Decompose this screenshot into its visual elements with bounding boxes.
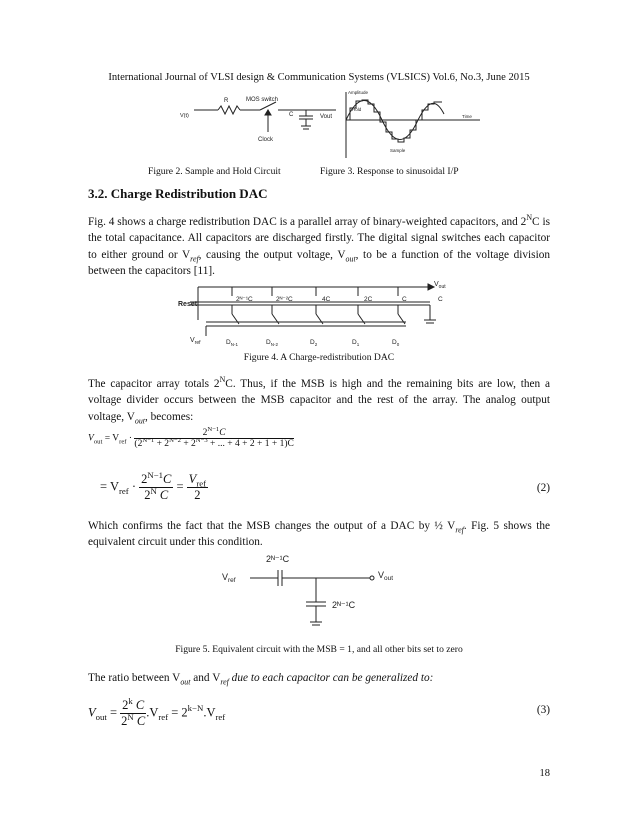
paragraph-1: Fig. 4 shows a charge redistribution DAC is a parallel array of binary-weighted capacitors, and $2^NC$ is the total capacitance. All capacitors are discharged firstly. The digital signal switches each capacitor to either ground or $V_{ref}$, causing the output voltage, $V_{out}$, to be a function of the voltage division between the capacitors [11]. xyxy=(88,213,551,277)
fig2-clock-label: Clock xyxy=(258,137,274,143)
fig2-r-label: R xyxy=(224,98,229,104)
figure-2-3-diagram xyxy=(180,88,480,166)
fig2-mos-label: MOS switch xyxy=(246,97,279,103)
equation-1: $V_{out} = V_{ref}$ · $\frac{2^{N-1}C}{(2^{N-1} + 2^{N-2} + 2^{N-3} + ... + 4 + 2 + 1 + 1)C}$ xyxy=(88,425,294,449)
equation-1-fraction: $\frac{2^{N-1}C}{(2^{N-1} + 2^{N-2} + 2^{N-3} + ... + 4 + 2 + 1 + 1)C}$ xyxy=(134,425,294,449)
fig3-hold-label: Hold xyxy=(352,107,362,112)
fig4-cap-4c: 4C xyxy=(322,296,331,303)
fig4-d-1: $D_1$ xyxy=(352,339,360,347)
section-title: 3.2. Charge Redistribution DAC xyxy=(88,186,268,201)
fig4-vout-label: $V_{out}$ xyxy=(434,281,446,290)
fig2-vin-label: V(t) xyxy=(180,113,189,119)
fig3-time-label: Time xyxy=(462,114,472,119)
fig4-cap-c1: C xyxy=(402,296,407,303)
page-number: 18 xyxy=(539,768,550,779)
paragraph-4: The ratio between $V_{out}$ and $V_{ref}$ due to each capacitor can be generalized to: xyxy=(88,672,434,687)
equation-3-number: (3) xyxy=(536,704,550,716)
paragraph-2: The capacitor array totals $2^NC$. Thus, if the MSB is high and the remaining bits are low, then a voltage divider occurs between the MSB capacitor and the rest of the array. The analog output voltage, $V_{out}$, becomes: xyxy=(88,375,551,425)
equation-3: $V_{out}$ = $\frac{2^k C}{2^N C}$ $.V_{ref} = 2^{k-N}.V_{ref}$ xyxy=(88,695,226,728)
fig5-vref-label: $V_{ref}$ xyxy=(222,572,236,584)
fig4-cap-2c: 2C xyxy=(364,296,373,303)
fig4-d-2: $D_2$ xyxy=(310,339,318,347)
figure-4-dac-diagram xyxy=(176,280,464,350)
fig4-cap-c0: C xyxy=(438,296,443,303)
sample-hold-circuit xyxy=(194,102,336,132)
fig4-d-n1: $D_{N-1}$ xyxy=(226,339,238,347)
equation-2-number: (2) xyxy=(536,482,550,494)
fig5-top-cap-label: 2ᴺ⁻¹C xyxy=(266,554,290,564)
fig4-reset-label: Reset xyxy=(178,301,198,308)
sine-response-plot xyxy=(346,92,480,158)
figure-5-caption: Figure 5. Equivalent circuit with the MSB = 1, and all other bits set to zero xyxy=(175,644,463,655)
equation-2: = $V_{ref}$ · $\frac{2^{N-1}C}{2^N C}$ = $\frac{V_{ref}}{2}$ xyxy=(100,469,207,502)
figure-5-equivalent-circuit xyxy=(220,550,420,636)
figure-2-caption: Figure 2. Sample and Hold Circuit xyxy=(148,166,281,177)
fig5-bot-cap-label: 2ᴺ⁻¹C xyxy=(332,600,356,610)
fig4-d-0: $D_0$ xyxy=(392,339,400,347)
fig5-vout-label: $V_{out}$ xyxy=(378,570,394,582)
figure-3-caption: Figure 3. Response to sinusoidal I/P xyxy=(320,166,459,177)
fig2-c-label: C xyxy=(289,112,294,118)
fig4-vref-label: $V_{ref}$ xyxy=(190,337,201,346)
fig3-sample-label: Sample xyxy=(390,148,406,153)
journal-header: International Journal of VLSI design & Communication Systems (VLSICS) Vol.6, No.3, June 2015 xyxy=(108,72,530,83)
fig3-amp-label: Amplitude xyxy=(348,90,369,95)
fig2-vout-label: Vout xyxy=(320,114,333,120)
figure-4-caption: Figure 4. A Charge-redistribution DAC xyxy=(243,352,395,363)
fig4-cap-msb-1: 2ᴺ⁻²C xyxy=(276,296,293,303)
fig4-cap-msb: 2ᴺ⁻¹C xyxy=(236,296,253,303)
fig4-d-n2: $D_{N-2}$ xyxy=(266,339,278,347)
paragraph-3: Which confirms the fact that the MSB changes the output of a DAC by ½ $V_{ref}$. Fig. 5 shows the equivalent circuit under this condition. xyxy=(88,520,550,549)
